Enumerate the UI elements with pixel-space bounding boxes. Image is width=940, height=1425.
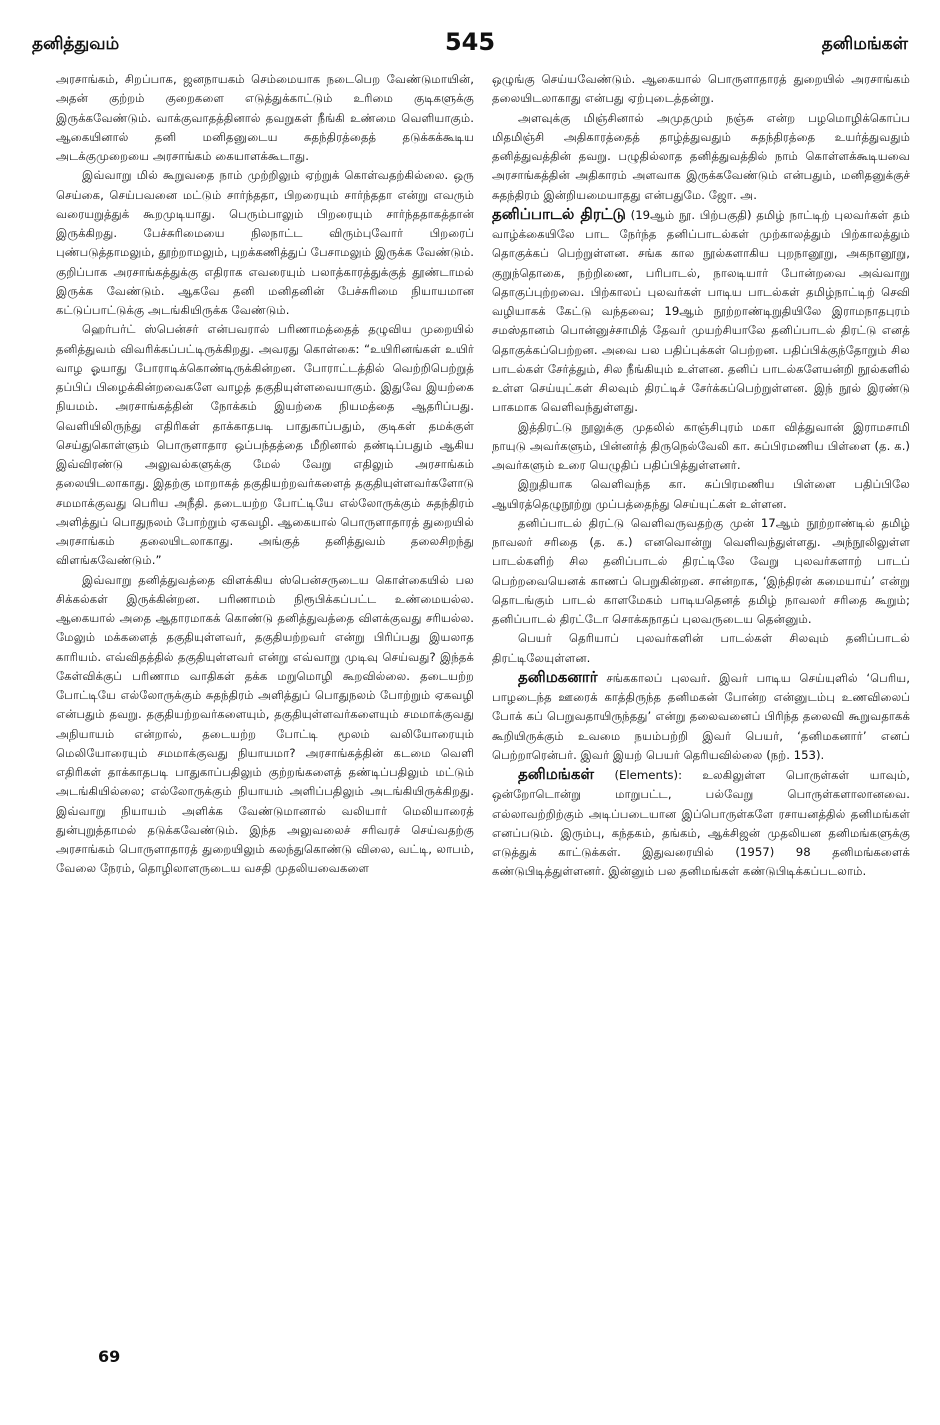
entry-tanimakanar bbox=[492, 668, 910, 765]
entry-body: சங்ககாலப் புலவர். இவர் பாடிய செய்யுளில் ‘பெரிய, பாழடைந்த ஊரைக் காத்திருந்த தனிமகன் போன்ற என்னுடம்பு உணவிலைப் போக் கப் பெறுவதாயிருந்தது’ என்று தலைவனைப் பிரிந்த தலைவி கூறுவதாகக் கூறியிருக்கும் உவமை நயம்பற்றி இவர் பெயர், ‘தனிமகனார்’ எனப் பெற்றாரென்பர். இவர் இயற் பெயர் தெரியவில்லை (நற். 153). bbox=[492, 670, 911, 762]
page-number: 545 bbox=[444, 28, 496, 56]
entry-headword: தனிமங்கள் bbox=[518, 765, 595, 783]
header-right-title: தனிமங்கள் bbox=[821, 34, 908, 54]
paragraph: பெயர் தெரியாப் புலவர்களின் பாடல்கள் சிலவும் தனிப்பாடல் திரட்டிலேயுள்ளன. bbox=[492, 631, 910, 665]
header-left-title: தனித்துவம் bbox=[32, 34, 120, 54]
entry-tanippadal-tirattu bbox=[492, 205, 910, 418]
paragraph: இத்திரட்டு நூலுக்கு முதலில் காஞ்சிபுரம் மகா வித்துவான் இராமசாமி நாயுடு அவர்களும், பின்னர்த் திருநெல்வேலி கா. சுப்பிரமணிய பிள்ளை (த. க.) அவர்களும் உரை யெழுதிப் பதிப்பித்துள்ளனர். bbox=[492, 419, 910, 472]
left-column bbox=[56, 70, 474, 879]
paragraph: அளவுக்கு மிஞ்சினால் அமுதமும் நஞ்சு என்ற பழமொழிக்கொப்ப மிதமிஞ்சி அதிகாரத்தைத் தாழ்த்துவதும் சுதந்திரத்தை உயர்த்துவதும் தனித்துவத்தின் தவறு. பழுதில்லாத தனித்துவத்தில் நாம் கொள்ளக்கூடியவை அரசாங்கத்தின் அதிகாரம் அளவாக இருக்கவேண்டும் என்பதும், மனிதனுக்குச் சுதந்திரம் இன்றியமையாதது என்பதுமே. ஜோ. அ. bbox=[492, 110, 910, 202]
paragraph: ஹெர்பர்ட் ஸ்பென்சர் என்பவரால் பரிணாமத்தைத் தழுவிய முறையில் தனித்துவம் விவரிக்கப்பட்டிருக்கிறது. அவரது கொள்கை: “உயிரினங்கள் உயிர் வாழ ஓயாது போராடிக்கொண்டிருக்கின்றன. போராட்டத்தில் வெற்றிபெற்றுத் தப்பிப் பிழைக்கின்றவைகளே வாழத் தகுதியுள்ளவையாகும். இதுவே இயற்கை நியமம். அரசாங்கத்தின் நோக்கம் இயற்கை நியமத்தை ஆதரிப்பது. வெளியிலிருந்து எதிரிகள் தாக்காதபடி பாதுகாப்பதும், குடிகள் தமக்குள் செய்துகொள்ளும் பொருளாதார ஒப்பந்தத்தை மீறினால் தண்டிப்பதும் ஆகிய இவ்விரண்டு அலுவல்களுக்கு மேல் வேறு எதிலும் அரசாங்கம் தலையிடலாகாது. இதற்கு மாறாகத் தகுதியற்றவர்களைத் தகுதியுள்ளவர்களோடு சமமாக்குவது பெரிய அநீதி. தடையற்ற போட்டியே எல்லோருக்கும் சுதந்திரம் அளித்துப் பொதுநலம் போற்றும் ஏகவழி. ஆகையால் பொருளாதாரத் துறையில் அரசாங்கம் தலையிடலாகாது. அங்குத் தனித்துவம் தலைசிறந்து விளங்கவேண்டும்.” bbox=[56, 322, 474, 568]
paragraph: தனிப்பாடல் திரட்டு வெளிவருவதற்கு முன் 17ஆம் நூற்றாண்டில் தமிழ் நாவலர் சரிதை (த. க.) எனவொன்று வெளிவந்துள்ளது. அந்நூலிலுள்ள பாடல்களிற் சில தனிப்பாடல் திரட்டிலே வேறு புலவர்களாற் பாடப் பெற்றவையெனக் காணப் பெறுகின்றன. சான்றாக, ‘இந்திரன் கமையாய்’ என்று தொடங்கும் பாடல் காளமேகம் பாடியதெனத் தமிழ் நாவலர் சரிதை கூறும்; தனிப்பாடல் திரட்டோ சொக்கநாதப் புலவருடைய தென்னும். bbox=[492, 515, 910, 626]
entry-headword: தனிமகனார் bbox=[518, 667, 598, 686]
paragraph: இவ்வாறு தனித்துவத்தை விளக்கிய ஸ்பென்சருடைய கொள்கையில் பல சிக்கல்கள் இருக்கின்றன. பரிணாமம் நிரூபிக்கப்பட்ட உண்மையல்ல. ஆகையால் அதை ஆதாரமாகக் கொண்டு தனித்துவத்தை விளக்குவது சரியல்ல. மேலும் மக்களைத் தகுதியுள்ளவர், தகுதியற்றவர் என்று பிரிப்பது இயலாத காரியம். எவ்விதத்தில் தகுதியுள்ளவர் என்று எவ்வாறு முடிவு செய்வது? இந்தக் கேள்விக்குப் பரிணாம வாதிகள் தக்க மறுமொழி கூறவில்லை. தடையற்ற போட்டியே எல்லோருக்கும் சுதந்திரம் அளித்துப் பொதுநலம் போற்றும் ஏகவழி என்பதும் தவறு. தகுதியற்றவர்களையும், தகுதியுள்ளவர்களையும் சமமாக்குவது அநியாயம் என்றால், தடையற்ற போட்டி மூலம் வலியோரையும் மெலியோரையும் சமமாக்குவது நியாயமா? அரசாங்கத்தின் கடமை வெளி எதிரிகள் தாக்காதபடி பாதுகாப்பதிலும் குற்றங்களைத் தண்டிப்பதிலும் மட்டும் அடங்கியில்லை; எல்லோருக்கும் நியாயம் அளிப்பதிலும் அடங்கியிருக்கிறது. இவ்வாறு நியாயம் அளிக்க வேண்டுமானால் வலியார் மெலியாரைத் துன்புறுத்தாமல் தடுக்கவேண்டும். இந்த அலுவலைச் சரிவரச் செய்வதற்கு அரசாங்கம் பொருளாதாரத் துறையிலும் கலந்துகொண்டு விலை, வட்டி, லாபம், வேலை நேரம், தொழிலாளருடைய வசதி முதலியவைகளை bbox=[56, 572, 474, 876]
paragraph: இவ்வாறு மில் கூறுவதை நாம் முற்றிலும் ஏற்றுக் கொள்வதற்கில்லை. ஒரு செய்கை, செய்பவனை மட்டும் சார்ந்ததா, பிறரையும் சார்ந்ததா என்று எவரும் வரையறுத்துக் கூறமுடியாது. பெரும்பாலும் பிறரையும் சார்ந்ததாகத்தான் இருக்கிறது. பேச்சுரிமையை நிலநாட்ட விரும்புவோர் பிறரைப் புண்படுத்தாமலும், தூற்றாமலும், புறக்கணித்துப் பேசாமலும் இருக்க வேண்டும். குறிப்பாக அரசாங்கத்துக்கு எதிராக எவரையும் பலாத்காரத்துக்குத் தூண்டாமல் இருக்க வேண்டும். ஆகவே தனி மனிதனின் பேச்சுரிமை நியாயமான கட்டுப்பாட்டுக்கு அடங்கியிருக்க வேண்டும். bbox=[56, 168, 474, 317]
paragraph: அரசாங்கம், சிறப்பாக, ஜனநாயகம் செம்மையாக நடைபெற வேண்டுமாயின், அதன் குற்றம் குறைகளை எடுத்துக்காட்டும் உரிமை குடிகளுக்கு இருக்கவேண்டும். வாக்குவாதத்தினால் தவறுகள் நீங்கி உண்மை வெளியாகும். ஆகையினால் தனி மனிதனுடைய சுதந்திரத்தைத் தடுக்கக்கூடிய அடக்குமுறையை அரசாங்கம் கையாளக்கூடாது. bbox=[56, 72, 474, 163]
paragraph: ஒழுங்கு செய்யவேண்டும். ஆகையால் பொருளாதாரத் துறையில் அரசாங்கம் தலையிடலாகாது என்பது ஏற்புடைத்தன்று. bbox=[492, 72, 910, 106]
signature-number: 69 bbox=[98, 1347, 121, 1366]
right-column bbox=[492, 70, 910, 882]
entry-headword: தனிப்பாடல் திரட்டு bbox=[492, 204, 626, 223]
paragraph: இறுதியாக வெளிவந்த கா. சுப்பிரமணிய பிள்ளை பதிப்பிலே ஆயிரத்தெழுநூற்று முப்பத்தைந்து செய்யுட்கள் உள்ளன. bbox=[492, 477, 910, 511]
running-header bbox=[32, 28, 908, 60]
entry-body: (19ஆம் நூ. பிற்பகுதி) தமிழ் நாட்டிற் புலவர்கள் தம் வாழ்க்கையிலே பாட நேர்ந்த தனிப்பாடல்கள் முற்காலத்தும் பிற்காலத்தும் தொகுக்கப் பெற்றுள்ளன. சங்க கால நூல்களாகிய புறநானூறு, அகநானூறு, குறுந்தொகை, நற்றிணை, பரிபாடல், நாலடியார் போன்றவை அவ்வாறு தொகுப்புற்றவை. பிற்காலப் புலவர்கள் பாடிய பாடல்கள் தமிழ்நாட்டிற் செவி வழியாகக் கேட்டு வந்தவை; 19ஆம் நூற்றாண்டிறுதியிலே இராமநாதபுரம் சமஸ்தானம் பொன்னுச்சாமித் தேவர் முயற்சியாலே தனிப்பாடல் திரட்டு எனத் தொகுக்கப்பெற்றன. அவை பல பதிப்புக்கள் பெற்றன. பதிப்பிக்குந்தோறும் சில பாடல்கள் சேர்த்தும், சில நீங்கியும் உள்ளன. தனிப் பாடல்களேயன்றி நூல்களில் உள்ள செய்யுட்கள் சிலவும் திரட்டிச் சேர்க்கப்பெற்றுள்ளன. இந் நூல் இரண்டு பாகமாக வெளிவந்துள்ளது. bbox=[492, 207, 911, 415]
entry-body: (Elements): உலகிலுள்ள பொருள்கள் யாவும், ஒன்றோடொன்று மாறுபட்ட, பல்வேறு பொருள்களாலானவை. எல்லாவற்றிற்கும் அடிப்படையான இப்பொருள்களே ரசாயனத்தில் தனிமங்கள் எனப்படும். இரும்பு, கந்தகம், தங்கம், ஆக்சிஜன் முதலியன தனிமங்களுக்கு எடுத்துக் காட்டுக்கள். இதுவரையில் (1957) 98 தனிமங்களைக் கண்டுபிடித்துள்ளனர். இன்னும் பல தனிமங்கள் கண்டுபிடிக்கப்படலாம். bbox=[492, 768, 910, 879]
entry-tanimangal bbox=[492, 765, 910, 882]
